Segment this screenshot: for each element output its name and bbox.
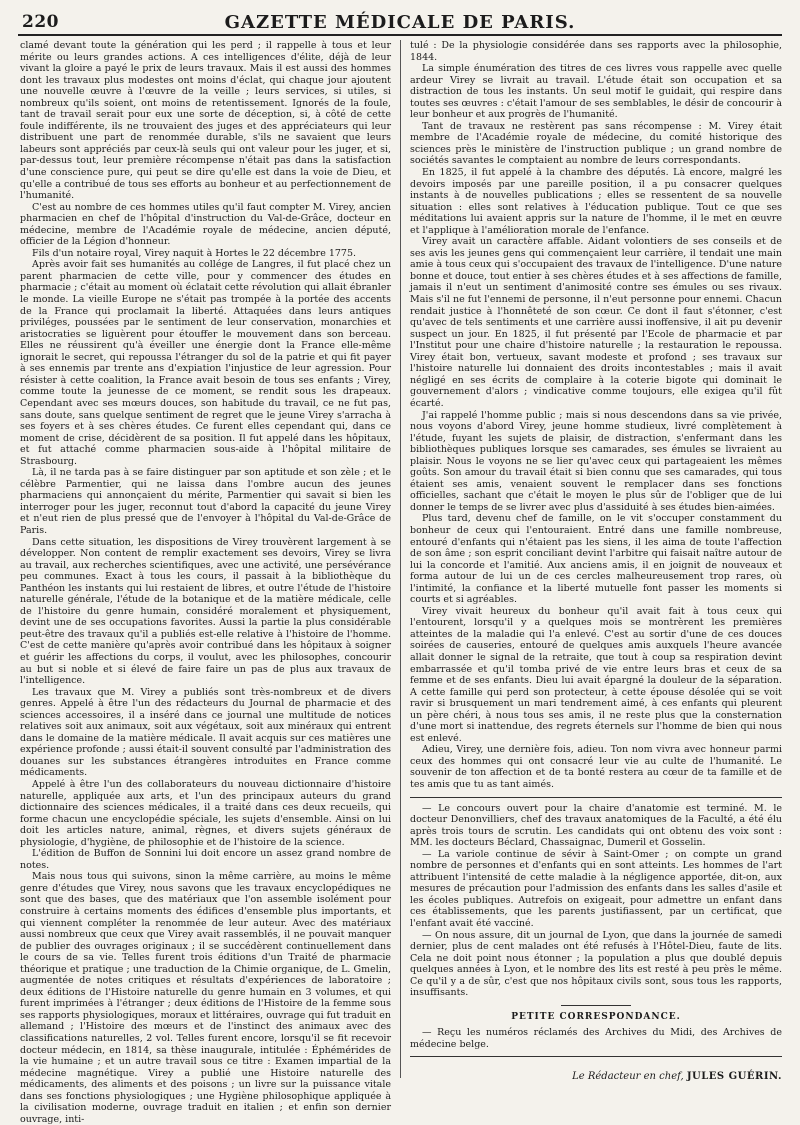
page-number: 220 (22, 12, 59, 32)
section-divider (410, 1056, 782, 1057)
paragraph: C'est au nombre de ces hommes utiles qu'il faut compter M. Virey, ancien pharmacien en chef de l'hôpital d'instruction du Val-de-Grâce, docteur en médecine, membre de l'Académie royale de médecine, ancien député, officier de la Légion d'honneur. (20, 201, 391, 248)
paragraph: Dans cette situation, les dispositions de Virey trouvèrent largement à se développer. Non content de remplir exactement ses devoirs, Virey se livra au travail, aux recherches scientifiques, avec une activité, une persévérance peu communes. Exact à tous les cours, il passait à la bibliothèque du Panthéon les instants qui lui restaient de libres, et outre l'étude de l'histoire naturelle générale, l'étude de la botanique et de la matière médicale, celle de l'histoire du genre humain, considéré moralement et physiquement, devint une de ses occupations favorites. Aussi la partie la plus considérable peut-être des travaux qu'il a publiés est-elle relative à l'histoire de l'homme. C'est de cette manière qu'après avoir contribué dans les hôpitaux à soigner et guérir les affections du corps, il voulut, avec les philosophes, concourir au but si noble et si élevé de faire faire un pas de plus aux travaux de l'intelligence. (20, 536, 391, 687)
page-header (18, 12, 782, 36)
paragraph: Là, il ne tarda pas à se faire distinguer par son aptitude et son zèle ; et le célèbre Parmentier, qui ne laissa dans l'ombre aucun des jeunes pharmaciens qui annonçaient du mérite, Parmentier qui savait si bien les interroger pour les juger, reconnut tout d'abord la capacité du jeune Virey et n'eut rien de plus pressé que de l'envoyer à l'hôpital du Val-de-Grâce de Paris. (20, 467, 391, 536)
paragraph: Virey avait un caractère affable. Aidant volontiers de ses conseils et de ses avis les jeunes gens qui commençaient leur carrière, il tendait une main amie à tous ceux qui s'occupaient des travaux de l'intelligence. D'une nature bonne et douce, tout entier à ses chères études et à ses affections de famille, jamais il n'eut un sentiment d'animosité contre ses émules ou ses rivaux. Mais s'il ne fut l'ennemi de personne, il n'eut personne pour ennemi. Chacun rendait justice à l'honnêteté de son cœur. Ce dont il faut s'étonner, c'est qu'avec de tels sentiments et une carrière aussi inoffensive, il ait pu devenir suspect un jour. En 1825, il fut présenté par l'Ecole de pharmacie et par l'Institut pour une chaire d'histoire naturelle ; la restauration le repoussa. Virey était bon, vertueux, savant modeste et profond ; ses travaux sur l'histoire naturelle lui donnaient des droits incontestables ; mais il avait négligé en ses écrits de complaire à la coterie bigote qui dominait le gouvernement d'alors ; vindicative comme toujours, elle exigea qu'il fût écarté. (410, 236, 782, 409)
paragraph: La simple énumération des titres de ces livres vous rappelle avec quelle ardeur Virey se livrait au travail. L'étude était son occupation et sa distraction de tous les instants. Un seul motif le guidait, qui respire dans toutes ses œuvres : c'était l'amour de ses semblables, le désir de concourir à leur bonheur et aux progrès de l'humanité. (410, 63, 782, 121)
paragraph: Adieu, Virey, une dernière fois, adieu. Ton nom vivra avec honneur parmi ceux des hommes qui ont consacré leur vie au culte de l'humanité. Le souvenir de ton affection et de ta bonté restera au cœur de ta famille et de tes amis que tu as tant aimés. (410, 744, 782, 790)
signature-label: Le Rédacteur en chef, (572, 1071, 684, 1083)
paragraph: clamé devant toute la génération qui les perd ; il rappelle à tous et leur mérite ou leurs grandes actions. A ces intelligences d'élite, déjà de leur vivant la gloire a payé le prix de leurs travaux. Mais il est aussi des hommes dont les travaux plus modestes ont moins d'éclat, qui chaque jour ajoutent une nouvelle œuvre à l'œuvre de la veille ; leurs services, si utiles, si nombreux qu'ils soient, ont moins de retentissement. Ignorés de la foule, tant de travail serait pour eux une sorte de déception, si, à côté de cette foule indifférente, ils ne trouvaient des juges et des appréciateurs qui leur distribuent une part de renommée durable, s'ils ne savaient que leurs labeurs sont appréciés par ceux-là seuls qui ont valeur pour les juger, et si, par-dessus tout, leur première récompense n'était pas dans la satisfaction d'une conscience pure, qui peut se dire qu'elle est dans la voie de Dieu, et qu'elle a contribué de tous ses efforts au bonheur et au perfectionnement de l'humanité. (20, 40, 391, 202)
paragraph: Virey vivait heureux du bonheur qu'il avait fait à tous ceux qui l'entourent, lorsqu'il y a quelques mois se montrèrent les premières atteintes de la maladie qui l'a enlevé. C'est au sortir d'une de ces douces soirées de causeries, entouré de quelques amis auxquels l'heure avancée allait donner le signal de la retraite, que tout à coup sa respiration devint embarrassée et qu'il tomba privé de vie entre leurs bras et ceux de sa femme et de ses enfants. Dieu lui avait épargné la douleur de la séparation. A cette famille qui perd son protecteur, à cette épouse désolée qui se voit ravir si brusquement un mari tendrement aimé, à ces enfants qui pleurent un père chéri, à nous tous ses amis, il ne reste plus que la consternation d'une mort si inattendue, des regrets éternels sur l'homme de bien qui nous est enlevé. (410, 605, 782, 744)
paragraph: tulé : De la physiologie considérée dans ses rapports avec la philosophie, 1844. (410, 40, 782, 63)
correspondence-heading: PETITE CORRESPONDANCE. (511, 1011, 681, 1022)
paragraph: Plus tard, devenu chef de famille, on le vit s'occuper constamment du bonheur de ceux qui l'entouraient. Entré dans une famille nombreuse, entouré d'enfants qui n'étaient pas les siens, il les aima de toute l'affection de son âme ; son esprit conciliant devint l'arbitre qui faisait naître autour de lui la concorde et l'amitié. Aux anciens amis, il en joignit de nouveaux et forma autour de lui un de ces cercles malheureusement trop rares, où l'intimité, la confiance et la liberté mutuelle font passer les moments si courts et si agréables. (410, 513, 782, 606)
news-item: — On nous assure, dit un journal de Lyon, que dans la journée de samedi dernier, plus de cent malades ont été refusés à l'Hôtel-Dieu, faute de lits. Cela ne doit point nous étonner ; la population a plus que doublé depuis quelques années à Lyon, et le nombre des lits est resté à peu près le même. Ce qu'il y a de sûr, c'est que nos hôpitaux civils sont, sous tous les rapports, insuffisants. (410, 929, 782, 999)
paragraph: Après avoir fait ses humanités au collége de Langres, il fut placé chez un parent pharmacien de cette ville, pour y commencer des études en pharmacie ; c'était au moment où éclatait cette révolution qui allait ébranler le monde. La vieille Europe ne s'était pas trompée à la portée des accents de la France qui proclamait la liberté. Attaquées dans leurs antiques priviléges, poussées par le sentiment de leur conservation, monarchies et aristocraties se liguèrent pour étouffer le mouvement dans son berceau. Elles ne réussirent qu'à éveiller une énergie dont la France elle-même ignorait le secret, qui repoussa l'étranger du sol de la patrie et qui fit payer à ses ennemis par trente ans d'expiation l'injustice de leur agression. Pour résister à cette coalition, la France avait besoin de tous ses enfants ; Virey, comme toute la jeunesse de ce moment, se rendit sous les drapeaux. Cependant avec ses mœurs douces, son habitude du travail, ce ne fut pas, sans doute, sans quelque sentiment de regret que le jeune Virey s'arracha à ses foyers et à ses chères études. Ce furent elles cependant qui, dans ce moment de crise, décidèrent de sa position. Il fut appelé dans les hôpitaux, et fut attaché comme pharmacien sous-aide à l'hôpital militaire de Strasbourg. (20, 259, 391, 467)
paragraph: Tant de travaux ne restèrent pas sans récompense : M. Virey était membre de l'Académie royale de médecine, du comité historique des sciences près le ministère de l'instruction publique ; un grand nombre de sociétés savantes le comptaient au nombre de leurs correspondants. (410, 120, 782, 167)
paragraph: L'édition de Buffon de Sonnini lui doit encore un assez grand nombre de notes. (20, 848, 391, 871)
paragraph: Les travaux que M. Virey a publiés sont très-nombreux et de divers genres. Appelé à être l'un des rédacteurs du Journal de pharmacie et des sciences accessoires, il a inséré dans ce journal une multitude de notices relatives soit aux animaux, soit aux végétaux, soit aux minéraux qui entrent dans le domaine de la matière médicale. Il avait acquis sur ces matières une expérience profonde ; aussi était-il souvent consulté par l'administration des douanes sur les substances étrangères introduites en France comme médicaments. (20, 686, 391, 779)
correspondence-text: — Reçu les numéros réclamés des Archives du Midi, des Archives de médecine belge. (410, 1027, 782, 1050)
paragraph: Appelé à être l'un des collaborateurs du nouveau dictionnaire d'histoire naturelle, appliquée aux arts, et l'un des principaux auteurs du grand dictionnaire des sciences médicales, il a traité dans ces deux recueils, qui forme chacun une encyclopédie spéciale, les sujets d'ensemble. Ainsi on lui doit les articles nature, animal, règnes, et divers sujets généraux de physiologie, d'hygiène, de philosophie et de l'histoire de la science. (20, 779, 391, 848)
paragraph: Mais nous tous qui suivons, sinon la même carrière, au moins le même genre d'études que Virey, nous savons que les travaux encyclopédiques ne sont que des bases, que des matériaux que l'on assemble isolément pour construire à certains moments des édifices d'ensemble plus importants, et qui viennent compléter la renommée de leur auteur. Avec des matériaux aussi nombreux que ceux que Virey avait rassemblés, il ne pouvait manquer de publier des ouvrages originaux ; il se succédèrent continuellement dans le cours de sa vie. Telles furent trois éditions d'un Traité de pharmacie théorique et pratique ; une traduction de la Chimie organique, de L. Gmelin, augmentée de notes critiques et résultats d'expériences de laboratoire ; deux éditions de l'Histoire naturelle du genre humain en 3 volumes, et qui furent imprimées à l'étranger ; deux éditions de l'Histoire de la femme sous ses rapports physiologiques, moraux et littéraires, ouvrage qui fut traduit en allemand ; l'Histoire des mœurs et de l'instinct des animaux avec des classifications naturelles, 2 vol. Telles furent encore, lorsqu'il se fit recevoir docteur médecin, en 1814, sa thèse inaugurale, intitulée : Éphémérides de la vie humaine ; et un autre travail sous ce titre : Examen impartial de la médecine magnétique. Virey a publié une Histoire naturelle des médicaments, des aliments et des poisons ; un livre sur la puissance vitale dans ses fonctions physiologiques ; une Hygiène philosophique appliquée à la civilisation moderne, ouvrage traduit en italien ; et enfin son dernier ouvrage, inti- (20, 871, 391, 1125)
signature-name: JULES GUÉRIN. (686, 1071, 782, 1083)
left-column (20, 40, 391, 1125)
short-divider (561, 1005, 631, 1006)
signature (410, 1071, 782, 1083)
paragraph: En 1825, il fut appelé à la chambre des députés. Là encore, malgré les devoirs imposés par une pareille position, il a pu consacrer quelques instants à de nouvelles publications ; elles se ressentent de sa nouvelle situation : elles sont relatives à l'éducation publique. Tout ce que ses méditations lui avaient appris sur la nature de l'homme, il le met en œuvre et l'applique à l'amélioration morale de l'enfance. (410, 167, 782, 236)
section-divider (410, 797, 782, 798)
news-item: — La variole continue de sévir à Saint-Omer ; on compte un grand nombre de personnes et d'enfants qui en sont atteints. Les hommes de l'art attribuent l'intensité de cette maladie à la négligence apportée, dit-on, aux mesures de précaution pour l'admission des enfants dans les salles d'asile et les écoles publiques. Autrefois on exigeait, pour admettre un enfant dans ces établissements, que les parents justifiassent, par un certificat, que l'enfant avait été vacciné. (410, 848, 782, 930)
journal-title: GAZETTE MÉDICALE DE PARIS. (224, 12, 576, 33)
news-item: — Le concours ouvert pour la chaire d'anatomie est terminé. M. le docteur Denonvilliers, chef des travaux anatomiques de la Faculté, a été élu après trois tours de scrutin. Les candidats qui ont obtenu des voix sont : MM. les docteurs Béclard, Chassaignac, Dumeril et Gosselin. (410, 802, 782, 849)
paragraph: J'ai rappelé l'homme public ; mais si nous descendons dans sa vie privée, nous voyons d'abord Virey, jeune homme studieux, livré complètement à l'étude, fuyant les sujets de plaisir, de distraction, s'enfermant dans les bibliothèques publiques lorsque ses camarades, ses émules se livraient au plaisir. Nous le voyons ne se lier qu'avec ceux qui partageaient les mêmes goûts. Son amour du travail était si bien connu que ses camarades, qui tous étaient ses amis, venaient souvent le remplacer dans ses fonctions officielles, sachant que c'était le moyen le plus sûr de l'obliger que de lui donner le temps de se livrer avec plus d'assiduité à ses études bien-aimées. (410, 409, 782, 513)
paragraph: Fils d'un notaire royal, Virey naquit à Hortes le 22 décembre 1775. (32, 247, 357, 259)
right-column (410, 40, 782, 1083)
column-divider (400, 40, 401, 1078)
